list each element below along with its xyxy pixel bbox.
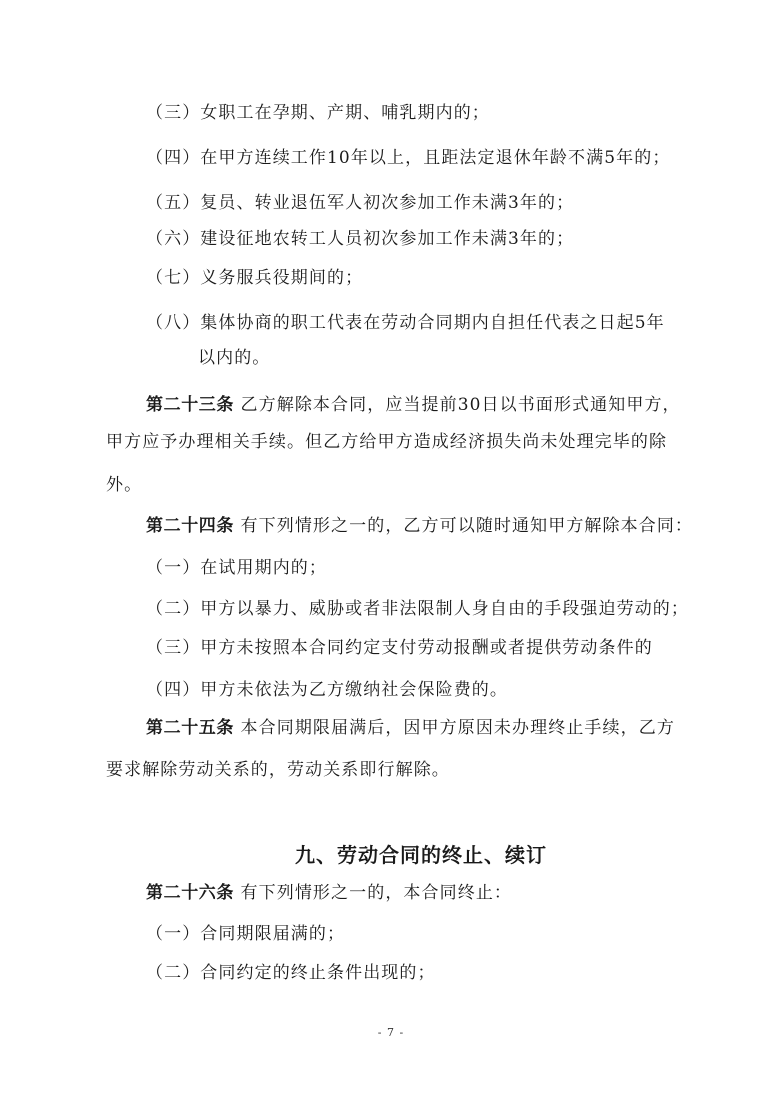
article-23-line-3: 外。 — [106, 475, 143, 495]
clause-item-6: （六）建设征地农转工人员初次参加工作未满3年的； — [146, 229, 575, 249]
article-24-line-1 — [146, 514, 693, 538]
clause-item-3: （三）女职工在孕期、产期、哺乳期内的； — [146, 103, 490, 123]
clause-item-8: （八）集体协商的职工代表在劳动合同期内自担任代表之日起5年 — [146, 313, 665, 333]
article-26-item-1: （一）合同期限届满的； — [146, 924, 346, 944]
article-25-text-1: 本合同期限届满后，因甲方原因未办理终止手续，乙方 — [240, 718, 675, 738]
article-23-line-2: 甲方应予办理相关手续。但乙方给甲方造成经济损失尚未处理完毕的除 — [106, 432, 668, 452]
article-23-text-1: 乙方解除本合同，应当提前30日以书面形式通知甲方， — [240, 395, 681, 415]
article-26-line-1 — [146, 881, 512, 905]
article-24-item-3: （三）甲方未按照本合同约定支付劳动报酬或者提供劳动条件的 — [146, 638, 653, 658]
article-23-line-1 — [146, 393, 681, 417]
article-25-heading: 第二十五条 — [146, 718, 234, 738]
article-26-heading: 第二十六条 — [146, 883, 234, 903]
clause-item-5: （五）复员、转业退伍军人初次参加工作未满3年的； — [146, 193, 575, 213]
article-26-text-1: 有下列情形之一的，本合同终止： — [240, 883, 513, 903]
page-number: - 7 - — [377, 1026, 405, 1039]
article-24-item-2: （二）甲方以暴力、威胁或者非法限制人身自由的手段强迫劳动的； — [146, 599, 689, 619]
article-24-item-1: （一）在试用期内的； — [146, 558, 327, 578]
article-24-item-4: （四）甲方未依法为乙方缴纳社会保险费的。 — [146, 680, 508, 700]
article-23-heading: 第二十三条 — [146, 395, 234, 415]
article-25-line-1 — [146, 716, 675, 740]
article-25-line-2: 要求解除劳动关系的，劳动关系即行解除。 — [106, 760, 450, 780]
clause-item-8-continued: 以内的。 — [198, 348, 271, 368]
article-24-text-1: 有下列情形之一的，乙方可以随时通知甲方解除本合同： — [240, 516, 694, 536]
clause-item-4: （四）在甲方连续工作10年以上，且距法定退休年龄不满5年的； — [146, 148, 671, 168]
clause-item-7: （七）义务服兵役期间的； — [146, 268, 364, 288]
article-24-heading: 第二十四条 — [146, 516, 234, 536]
article-26-item-2: （二）合同约定的终止条件出现的； — [146, 963, 436, 983]
section-9-title: 九、劳动合同的终止、续订 — [295, 843, 547, 867]
